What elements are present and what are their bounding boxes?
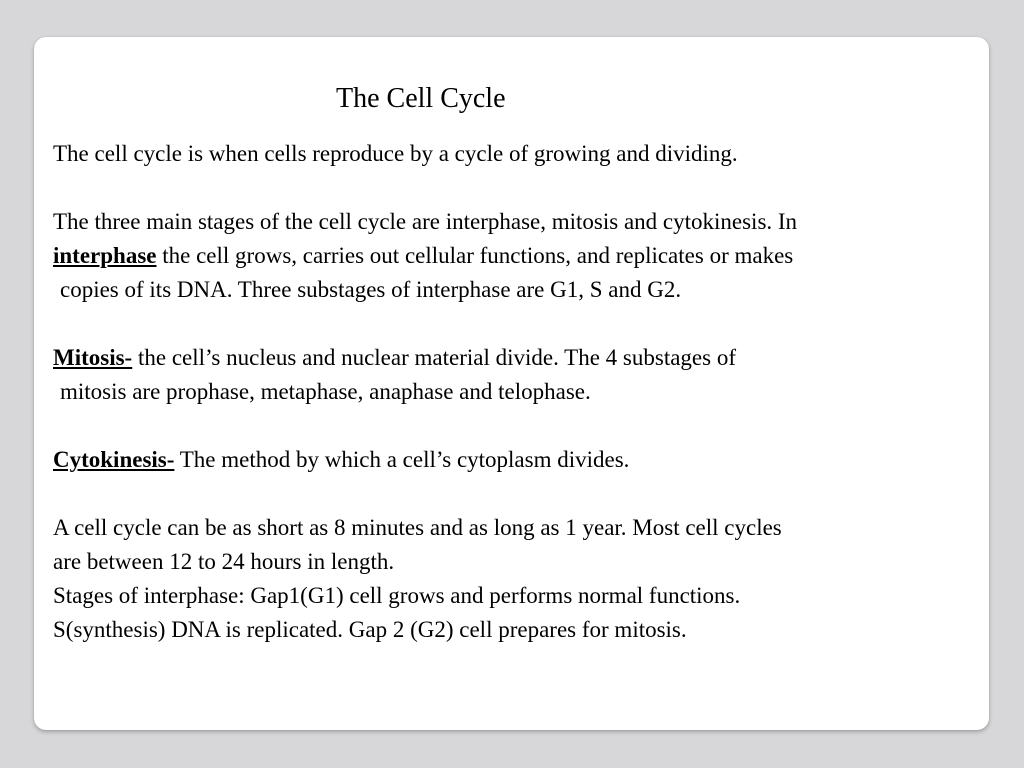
interphase-term: interphase [53,243,157,268]
spacer [53,171,983,205]
stages-line-1: The three main stages of the cell cycle are interphase, mitosis and cytokinesis. In [53,209,798,234]
cytokinesis-line [53,443,983,477]
duration-line-2: are between 12 to 24 hours in length. [53,549,395,574]
interphase-stages-line-1: Stages of interphase: Gap1(G1) cell grows and performs normal functions. [53,583,741,608]
mitosis-term: Mitosis- [53,345,133,370]
slide [34,37,989,730]
stages-line-2 [53,239,983,273]
slide-body [53,137,983,647]
mitosis-line-2: mitosis are prophase, metaphase, anaphase and telophase. [60,379,591,404]
spacer [53,307,983,341]
mitosis-line-1 [53,341,983,375]
mitosis-line-1-text: the cell’s nucleus and nuclear material divide. The 4 substages of [132,345,736,370]
spacer [53,477,983,511]
cytokinesis-term: Cytokinesis- [53,447,175,472]
intro-line: The cell cycle is when cells reproduce by a cycle of growing and dividing. [53,141,738,166]
slide-title: The Cell Cycle [336,83,506,114]
cytokinesis-line-text: The method by which a cell’s cytoplasm divides. [174,447,630,472]
spacer [53,409,983,443]
interphase-stages-line-2: S(synthesis) DNA is replicated. Gap 2 (G2) cell prepares for mitosis. [53,617,687,642]
stages-line-2-text: the cell grows, carries out cellular functions, and replicates or makes [156,243,794,268]
stages-line-3: copies of its DNA. Three substages of interphase are G1, S and G2. [60,277,682,302]
duration-line-1: A cell cycle can be as short as 8 minutes and as long as 1 year. Most cell cycles [53,515,782,540]
